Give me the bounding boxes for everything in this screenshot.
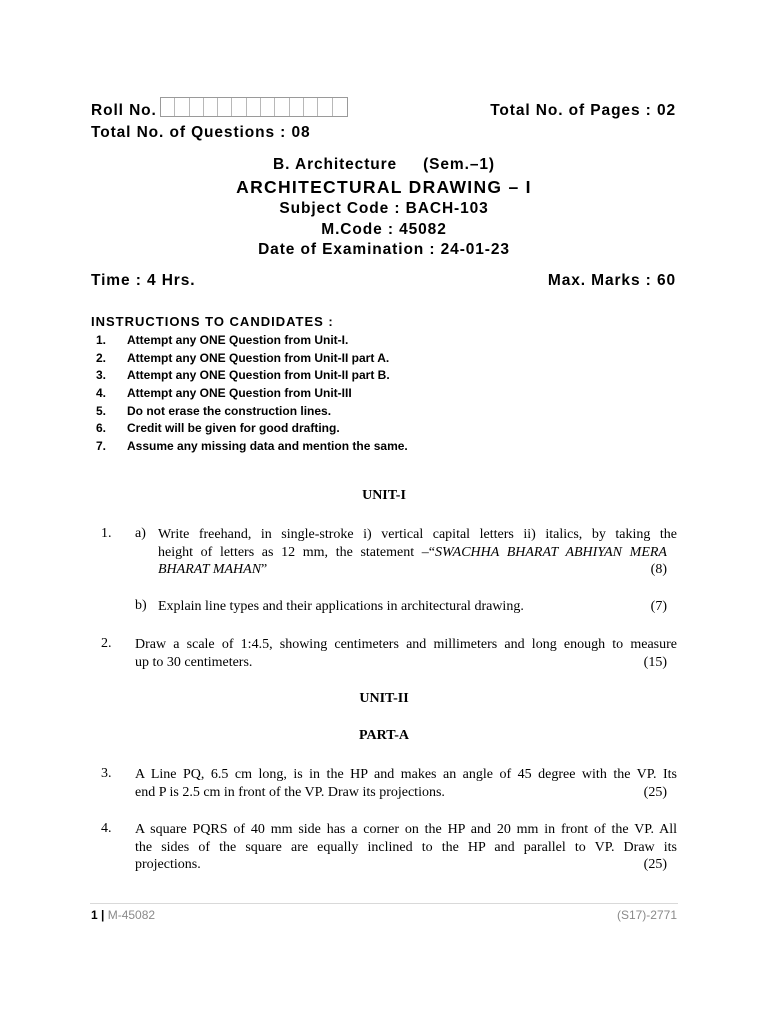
footer-code: M-45082 [107, 908, 156, 922]
roll-no-box[interactable] [204, 98, 218, 116]
question-2-text: Draw a scale of 1:4.5, showing centimeters and millimeters and long enough to measure up to 30 centimeters. (15) [135, 637, 677, 670]
roll-no-box[interactable] [232, 98, 246, 116]
roll-no-box[interactable] [190, 98, 204, 116]
roll-no-box[interactable] [318, 98, 332, 116]
roll-no-box[interactable] [218, 98, 232, 116]
roll-no-box[interactable] [247, 98, 261, 116]
roll-no-box[interactable] [261, 98, 275, 116]
instruction-item: 6. Credit will be given for good drafting. [96, 421, 340, 436]
time-allowed: Time : 4 Hrs. [91, 272, 196, 289]
question-1-number: 1. [101, 526, 112, 541]
question-4-number: 4. [101, 821, 112, 836]
instruction-item: 2. Attempt any ONE Question from Unit-II part A. [96, 350, 390, 365]
question-4-text: A square PQRS of 40 mm side has a corner on the HP and 20 mm in front of the VP. All the sides of the square are equally inclined to the HP and parallel to VP. Draw its projections. (25) [135, 822, 677, 872]
subject-code: Subject Code : BACH-103 [279, 200, 489, 217]
question-2-number: 2. [101, 636, 112, 651]
instruction-item: 7. Assume any missing data and mention the same. [96, 439, 408, 454]
question-1b-marks: (7) [650, 599, 667, 614]
question-1b-label: b) [135, 598, 147, 613]
question-1a-label: a) [135, 526, 146, 541]
instruction-item: 5. Do not erase the construction lines. [96, 403, 332, 418]
footer-page-info [91, 908, 155, 922]
max-marks: Max. Marks : 60 [547, 272, 676, 289]
question-3-marks: (25) [643, 784, 667, 800]
roll-no-box[interactable] [275, 98, 289, 116]
exam-date: Date of Examination : 24-01-23 [258, 241, 510, 258]
question-2-marks: (15) [643, 654, 667, 670]
instruction-item: 4. Attempt any ONE Question from Unit-III [96, 386, 352, 401]
question-3-number: 3. [101, 766, 112, 781]
total-pages: Total No. of Pages : 02 [490, 102, 676, 119]
instruction-item: 3. Attempt any ONE Question from Unit-II part B. [96, 368, 390, 383]
instruction-item: 1. Attempt any ONE Question from Unit-I. [96, 333, 349, 347]
roll-no-box[interactable] [161, 98, 175, 116]
m-code: M.Code : 45082 [321, 221, 447, 238]
question-1a-text: Write freehand, in single-stroke i) vertical capital letters ii) italics, by taking the height of letters as 12 mm, the statement –“SWACHHA BHARAT ABHIYAN MERA BHARAT MAHAN” (8) [158, 527, 677, 577]
footer-series: (S17)-2771 [616, 908, 677, 922]
roll-no-box[interactable] [333, 98, 347, 116]
unit-ii-heading: UNIT-II [359, 691, 409, 706]
total-questions: Total No. of Questions : 08 [91, 124, 311, 141]
roll-no-box[interactable] [290, 98, 304, 116]
question-1a-marks: (8) [650, 562, 667, 577]
page-number: 1 | [91, 908, 105, 922]
course-line: B. Architecture (Sem.–1) [273, 156, 495, 173]
roll-no-box[interactable] [304, 98, 318, 116]
instructions-list [96, 333, 408, 457]
subject-title: ARCHITECTURAL DRAWING – I [236, 177, 532, 197]
roll-no-label: Roll No. [91, 102, 157, 119]
footer-divider [90, 903, 678, 904]
instructions-heading: INSTRUCTIONS TO CANDIDATES : [91, 314, 334, 329]
question-4-marks: (25) [643, 857, 667, 872]
unit-i-heading: UNIT-I [362, 488, 406, 503]
roll-no-box[interactable] [175, 98, 189, 116]
question-1b-text: Explain line types and their applications in architectural drawing. (7) [158, 599, 667, 614]
question-3-text: A Line PQ, 6.5 cm long, is in the HP and makes an angle of 45 degree with the VP. Its end P is 2.5 cm in front of the VP. Draw its projections. (25) [135, 767, 677, 800]
part-a-heading: PART-A [358, 728, 410, 743]
roll-no-boxes[interactable] [160, 97, 348, 117]
